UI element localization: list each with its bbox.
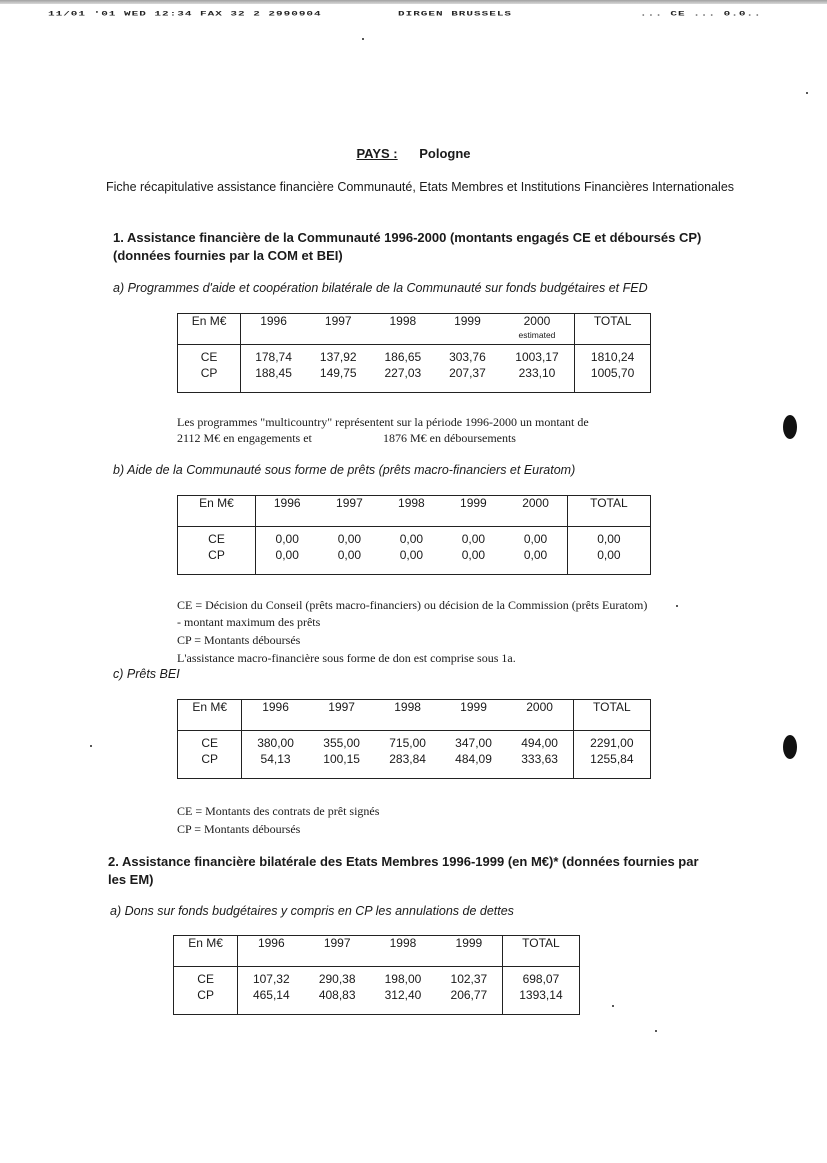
table-row <box>178 548 651 564</box>
year-header: 1996 <box>242 700 309 731</box>
row-label: CP <box>178 366 241 382</box>
table-cell: 0,00 <box>461 532 486 546</box>
table-cell: 0,00 <box>461 548 486 562</box>
total-header: TOTAL <box>567 496 650 527</box>
total-header: TOTAL <box>573 700 650 731</box>
section-1b-heading: b) Aide de la Communauté sous forme de prêts (prêts macro-financiers et Euratom) <box>113 463 576 477</box>
table-cell: 233,10 <box>518 366 556 380</box>
year-header: 1999 <box>441 700 507 731</box>
table-cell: 380,00 <box>257 736 294 750</box>
table-cell: 494,00 <box>521 736 558 750</box>
table-unit: En M€ <box>178 314 241 345</box>
estimated-note: estimated <box>518 330 556 340</box>
total-cell: 0,00 <box>567 527 650 549</box>
table-cell: 188,45 <box>255 366 292 380</box>
table-cell: 0,00 <box>399 532 424 546</box>
fax-top-line <box>0 0 827 4</box>
table-row <box>178 752 651 768</box>
table-cell: 198,00 <box>384 972 422 986</box>
table-cell: 283,84 <box>389 752 426 766</box>
table-cell: 333,63 <box>521 752 558 766</box>
total-cell: 2291,00 <box>573 731 650 753</box>
table-cell: 484,09 <box>455 752 492 766</box>
punch-hole-mark <box>783 735 797 759</box>
row-label: CE <box>178 345 241 367</box>
table-unit: En M€ <box>174 936 238 967</box>
table-row <box>178 345 651 367</box>
year-header: 1997 <box>318 496 380 527</box>
table-cell: 347,00 <box>455 736 492 750</box>
year-header: 2000 <box>504 496 567 527</box>
year-header: 1998 <box>380 496 442 527</box>
table-cell: 408,83 <box>318 988 356 1002</box>
table-header-row <box>178 314 651 345</box>
year-header: 1996 <box>241 314 306 345</box>
scan-speck <box>806 92 808 94</box>
table-unit: En M€ <box>178 496 256 527</box>
table-cell: 0,00 <box>337 548 362 562</box>
year-header: 1999 <box>435 314 500 345</box>
table-cell: 290,38 <box>318 972 356 986</box>
year-header: 1998 <box>370 936 436 967</box>
multicountry-note-line1: Les programmes "multicountry" représentent sur la période 1996-2000 un montant de <box>177 415 589 429</box>
table-cell: 715,00 <box>389 736 426 750</box>
total-header: TOTAL <box>575 314 651 345</box>
table-header-row <box>178 496 651 527</box>
table-cell: 0,00 <box>523 532 548 546</box>
multicountry-note-engagements: 2112 M€ en engagements et <box>177 431 312 445</box>
year-header: 1999 <box>442 496 504 527</box>
scan-speck <box>362 38 364 40</box>
table-cell: 100,15 <box>323 752 360 766</box>
section-2a-heading: a) Dons sur fonds budgétaires y compris en CP les annulations de dettes <box>110 904 514 918</box>
total-cell: 1810,24 <box>575 345 651 367</box>
section-2-heading: 2. Assistance financière bilatérale des Etats Membres 1996-1999 (en M€)* (données fournies par les EM) <box>108 854 699 887</box>
table-cell: 186,65 <box>384 350 422 364</box>
section-1c-heading: c) Prêts BEI <box>113 667 180 681</box>
year-header: 1998 <box>371 314 436 345</box>
row-label: CE <box>178 527 256 549</box>
table-1b <box>177 495 651 575</box>
table-cell: 206,77 <box>450 988 488 1002</box>
document-subtitle: Fiche récapitulative assistance financière Communauté, Etats Membres et Institutions Financières Internationales <box>105 180 735 194</box>
table-cell: 0,00 <box>275 532 299 546</box>
year-header: 2000 <box>523 314 551 328</box>
scan-speck <box>612 1005 614 1007</box>
total-cell: 698,07 <box>502 967 579 989</box>
table-cell: 0,00 <box>523 548 548 562</box>
year-header: 1997 <box>304 936 370 967</box>
row-label: CE <box>178 731 242 753</box>
table-cell: 465,14 <box>252 988 290 1002</box>
table-1b-note-macro: L'assistance macro-financière sous forme de don est comprise sous 1a. <box>177 651 516 665</box>
table-1b-note-max: - montant maximum des prêts <box>177 615 321 629</box>
year-header-estimated <box>500 314 575 345</box>
table-1c-note-ce: CE = Montants des contrats de prêt signés <box>177 804 380 818</box>
row-label: CP <box>178 752 242 768</box>
total-header: TOTAL <box>502 936 579 967</box>
row-label: CE <box>174 967 238 989</box>
table-cell: 355,00 <box>323 736 360 750</box>
multicountry-note-disbursements: 1876 M€ en déboursements <box>383 431 516 445</box>
table-row <box>174 988 580 1004</box>
year-header: 1999 <box>436 936 503 967</box>
scan-speck <box>676 605 678 607</box>
total-cell: 1005,70 <box>575 366 651 382</box>
year-header: 2000 <box>507 700 574 731</box>
table-2a <box>173 935 580 1015</box>
table-row <box>178 527 651 549</box>
table-cell: 0,00 <box>275 548 299 562</box>
table-cell: 0,00 <box>337 532 362 546</box>
year-header: 1996 <box>238 936 305 967</box>
table-1b-note-cp: CP = Montants déboursés <box>177 633 301 647</box>
table-cell: 312,40 <box>384 988 422 1002</box>
table-row <box>178 731 651 753</box>
total-cell: 0,00 <box>567 548 650 564</box>
fax-header-sender: DIRGEN BRUSSELS <box>398 11 513 18</box>
year-header: 1996 <box>256 496 319 527</box>
table-1b-note-ce: CE = Décision du Conseil (prêts macro-financiers) ou décision de la Commission (prêts Euratom) <box>177 598 648 612</box>
table-row <box>174 967 580 989</box>
row-label: CP <box>174 988 238 1004</box>
year-header: 1997 <box>309 700 375 731</box>
table-header-row <box>174 936 580 967</box>
fax-header <box>0 0 827 26</box>
fax-header-right: ... CE ... 0.0.. <box>640 11 762 18</box>
table-cell: 107,32 <box>252 972 290 986</box>
punch-hole-mark <box>783 415 797 439</box>
page-title <box>0 146 827 161</box>
year-header: 1998 <box>375 700 441 731</box>
table-unit: En M€ <box>178 700 242 731</box>
table-cell: 178,74 <box>255 350 292 364</box>
country-name: Pologne <box>419 146 471 161</box>
fax-header-left: 11/01 '01 WED 12:34 FAX 32 2 2990904 <box>48 11 322 18</box>
year-header: 1997 <box>306 314 371 345</box>
section-1-heading: 1. Assistance financière de la Communauté 1996-2000 (montants engagés CE et déboursés CP) (données fournies par la COM et BEI) <box>113 230 702 263</box>
total-cell: 1393,14 <box>502 988 579 1004</box>
table-header-row <box>178 700 651 731</box>
scan-speck <box>90 745 92 747</box>
table-cell: 0,00 <box>399 548 424 562</box>
table-cell: 149,75 <box>319 366 357 380</box>
country-label: PAYS : <box>356 146 398 161</box>
table-1c-note-cp: CP = Montants déboursés <box>177 822 301 836</box>
table-cell: 137,92 <box>319 350 357 364</box>
section-1a-heading: a) Programmes d'aide et coopération bilatérale de la Communauté sur fonds budgétaires et FED <box>113 281 648 295</box>
table-1c <box>177 699 651 779</box>
table-cell: 303,76 <box>449 350 486 364</box>
row-label: CP <box>178 548 256 564</box>
table-cell: 207,37 <box>449 366 486 380</box>
table-cell: 1003,17 <box>515 350 559 364</box>
table-cell: 227,03 <box>384 366 422 380</box>
table-row <box>178 366 651 382</box>
total-cell: 1255,84 <box>573 752 650 768</box>
table-1a <box>177 313 651 393</box>
table-cell: 54,13 <box>260 752 291 766</box>
table-cell: 102,37 <box>450 972 488 986</box>
scan-speck <box>655 1030 657 1032</box>
